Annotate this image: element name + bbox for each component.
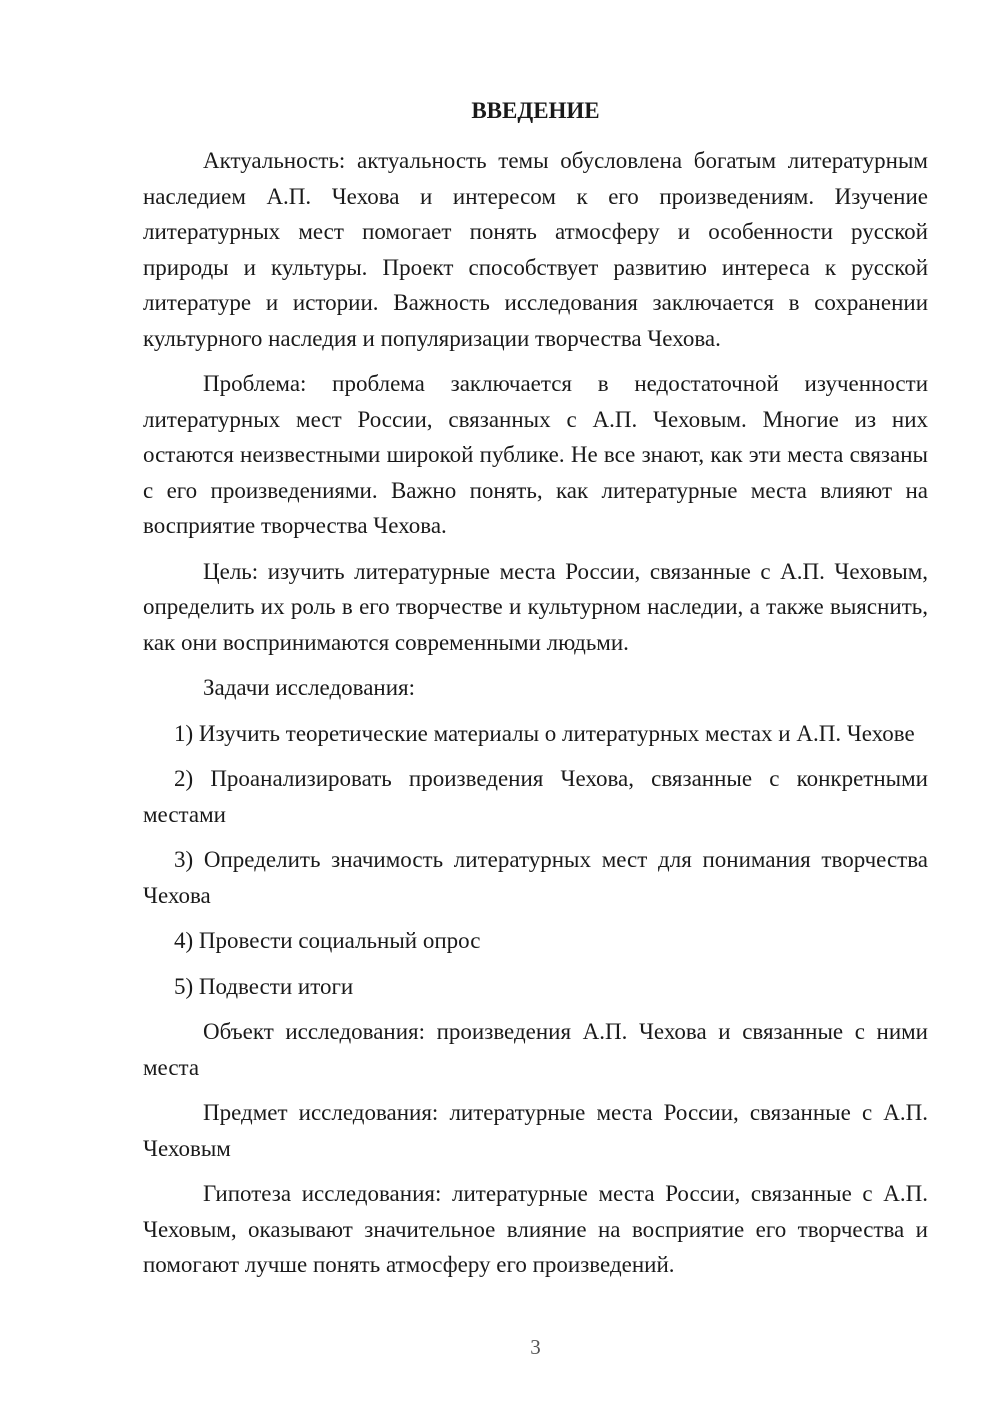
hypothesis-paragraph: Гипотеза исследования: литературные места России, связанные с А.П. Чеховым, оказывают значительное влияние на восприятие его творчества и помогают лучше понять атмосферу его произведений. <box>143 1181 928 1277</box>
page-number: 3 <box>530 1335 541 1359</box>
task-item-5: 5) Подвести итоги <box>174 973 354 999</box>
problem-paragraph: Проблема: проблема заключается в недостаточной изученности литературных мест России, связанных с А.П. Чеховым. Многие из них остаются неизвестными широкой публике. Не все знают, как эти места связаны с его произведениями. Важно понять, как литературные места влияют на восприятие творчества Чехова. <box>143 371 928 538</box>
subject-paragraph: Предмет исследования: литературные места России, связанные с А.П. Чеховым <box>143 1100 928 1161</box>
task-item-2: 2) Проанализировать произведения Чехова, связанные с конкретными местами <box>143 766 928 827</box>
page-title: ВВЕДЕНИЕ <box>471 98 600 123</box>
goal-paragraph: Цель: изучить литературные места России, связанные с А.П. Чеховым, определить их роль в его творчестве и культурном наследии, а также выяснить, как они воспринимаются современными людьми. <box>143 558 928 655</box>
task-item-4: 4) Провести социальный опрос <box>174 928 481 953</box>
task-item-3: 3) Определить значимость литературных мест для понимания творчества Чехова <box>143 847 928 908</box>
document-page <box>143 0 928 1414</box>
task-item-1: 1) Изучить теоретические материалы о литературных местах и А.П. Чехове <box>174 720 915 746</box>
tasks-heading: Задачи исследования: <box>203 675 416 700</box>
relevance-paragraph: Актуальность: актуальность темы обусловлена богатым литературным наследием А.П. Чехова и интересом к его произведениям. Изучение литературных мест помогает понять атмосферу и особенности русской природы и культуры. Проект способствует развитию интереса к русской литературе и истории. Важность исследования заключается в сохранении культурного наследия и популяризации творчества Чехова. <box>143 148 928 351</box>
document-body <box>143 143 928 1293</box>
object-paragraph: Объект исследования: произведения А.П. Чехова и связанные с ними места <box>143 1019 928 1080</box>
